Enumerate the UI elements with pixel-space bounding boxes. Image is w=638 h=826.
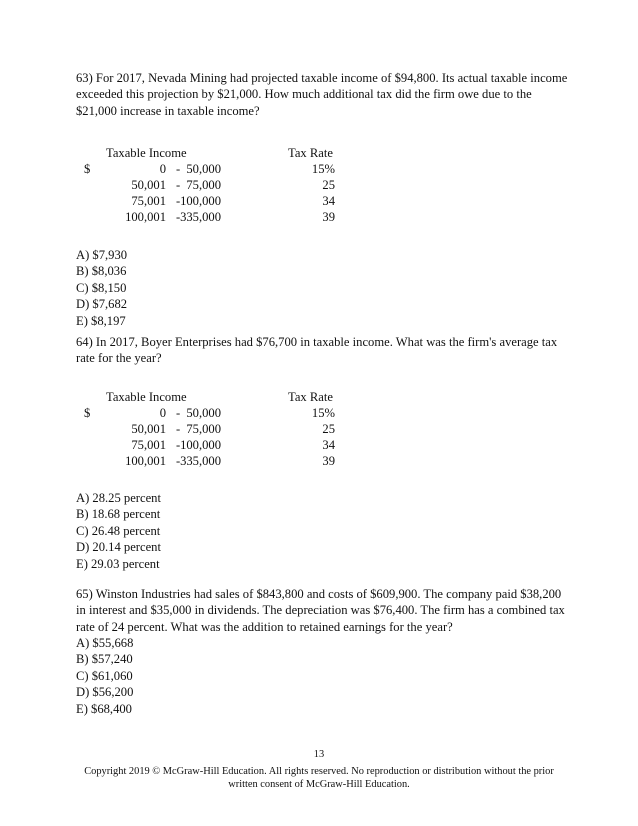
table-header-income: Taxable Income bbox=[106, 146, 187, 160]
bracket-separator: - bbox=[176, 406, 181, 420]
answer-choices-64 bbox=[76, 490, 161, 572]
bracket-rate: 34 bbox=[322, 438, 335, 452]
answer-choices-63 bbox=[76, 247, 127, 329]
bracket-high: 335,000 bbox=[180, 454, 221, 468]
bracket-separator: - bbox=[176, 194, 181, 208]
table-header-rate: Tax Rate bbox=[288, 146, 333, 160]
question-64 bbox=[76, 334, 568, 367]
tax-table-64 bbox=[76, 389, 376, 471]
answer-choice: A) 28.25 percent bbox=[76, 491, 161, 505]
answer-choice: C) $61,060 bbox=[76, 668, 133, 683]
question-65-text: 65) Winston Industries had sales of $843,800 and costs of $609,900. The company paid $38,200 in interest and $35,000 in dividends. The depreciation was $76,400. The firm has a combined tax rate of 24 percent. What was the addition to retained earnings for the year? bbox=[76, 587, 565, 634]
question-64-text: 64) In 2017, Boyer Enterprises had $76,700 in taxable income. What was the firm's average tax rate for the year? bbox=[76, 335, 558, 366]
answer-choice: A) $55,668 bbox=[76, 636, 134, 650]
page-number: 13 bbox=[313, 749, 325, 760]
bracket-separator: - bbox=[176, 178, 181, 192]
answer-choice: B) 18.68 percent bbox=[76, 507, 161, 522]
bracket-high: 50,000 bbox=[186, 406, 221, 420]
copyright-notice bbox=[0, 765, 638, 792]
answer-choice: E) 29.03 percent bbox=[76, 556, 160, 571]
bracket-rate: 25 bbox=[322, 422, 335, 436]
answer-choice: E) $68,400 bbox=[76, 701, 132, 716]
bracket-rate: 25 bbox=[322, 178, 335, 192]
bracket-high: 75,000 bbox=[186, 422, 221, 436]
answer-choice: D) $7,682 bbox=[76, 297, 128, 312]
answer-choice: D) $56,200 bbox=[76, 685, 134, 700]
bracket-separator: - bbox=[176, 210, 181, 224]
answer-choices-65 bbox=[76, 635, 133, 717]
bracket-high: 100,000 bbox=[180, 194, 221, 208]
answer-choice: C) 26.48 percent bbox=[76, 523, 161, 538]
bracket-low: 0 bbox=[159, 406, 166, 420]
bracket-separator: - bbox=[176, 454, 181, 468]
question-63 bbox=[76, 70, 568, 119]
table-header-rate: Tax Rate bbox=[288, 390, 333, 404]
answer-choice: B) $8,036 bbox=[76, 264, 127, 279]
copyright-line-2: written consent of McGraw-Hill Education. bbox=[228, 779, 410, 791]
bracket-separator: - bbox=[176, 162, 181, 176]
answer-choice: A) $7,930 bbox=[76, 248, 128, 262]
tax-table-63 bbox=[76, 145, 376, 227]
bracket-low: 100,001 bbox=[125, 454, 166, 468]
question-65 bbox=[76, 586, 568, 635]
bracket-rate: 34 bbox=[322, 194, 335, 208]
bracket-rate: 39 bbox=[322, 454, 335, 468]
bracket-rate: 15% bbox=[311, 406, 335, 420]
bracket-low: 75,001 bbox=[131, 438, 166, 452]
bracket-low: 75,001 bbox=[131, 194, 166, 208]
bracket-rate: 39 bbox=[322, 210, 335, 224]
currency-symbol: $ bbox=[84, 406, 91, 420]
answer-choice: B) $57,240 bbox=[76, 652, 133, 667]
bracket-low: 50,001 bbox=[131, 178, 166, 192]
table-header-income: Taxable Income bbox=[106, 390, 187, 404]
bracket-high: 335,000 bbox=[180, 210, 221, 224]
bracket-high: 50,000 bbox=[186, 162, 221, 176]
answer-choice: D) 20.14 percent bbox=[76, 540, 161, 555]
question-63-text: 63) For 2017, Nevada Mining had projected taxable income of $94,800. Its actual taxable income exceeded this projection by $21,000. How much additional tax did the firm owe due to the $21,000 increase in taxable income? bbox=[76, 71, 568, 118]
copyright-line-1: Copyright 2019 © McGraw-Hill Education. All rights reserved. No reproduction or distribution without the prior bbox=[84, 766, 554, 777]
answer-choice: C) $8,150 bbox=[76, 280, 127, 295]
bracket-rate: 15% bbox=[311, 162, 335, 176]
bracket-low: 0 bbox=[159, 162, 166, 176]
currency-symbol: $ bbox=[84, 162, 91, 176]
bracket-high: 100,000 bbox=[180, 438, 221, 452]
bracket-separator: - bbox=[176, 422, 181, 436]
bracket-low: 100,001 bbox=[125, 210, 166, 224]
bracket-low: 50,001 bbox=[131, 422, 166, 436]
bracket-high: 75,000 bbox=[186, 178, 221, 192]
bracket-separator: - bbox=[176, 438, 181, 452]
answer-choice: E) $8,197 bbox=[76, 313, 126, 328]
